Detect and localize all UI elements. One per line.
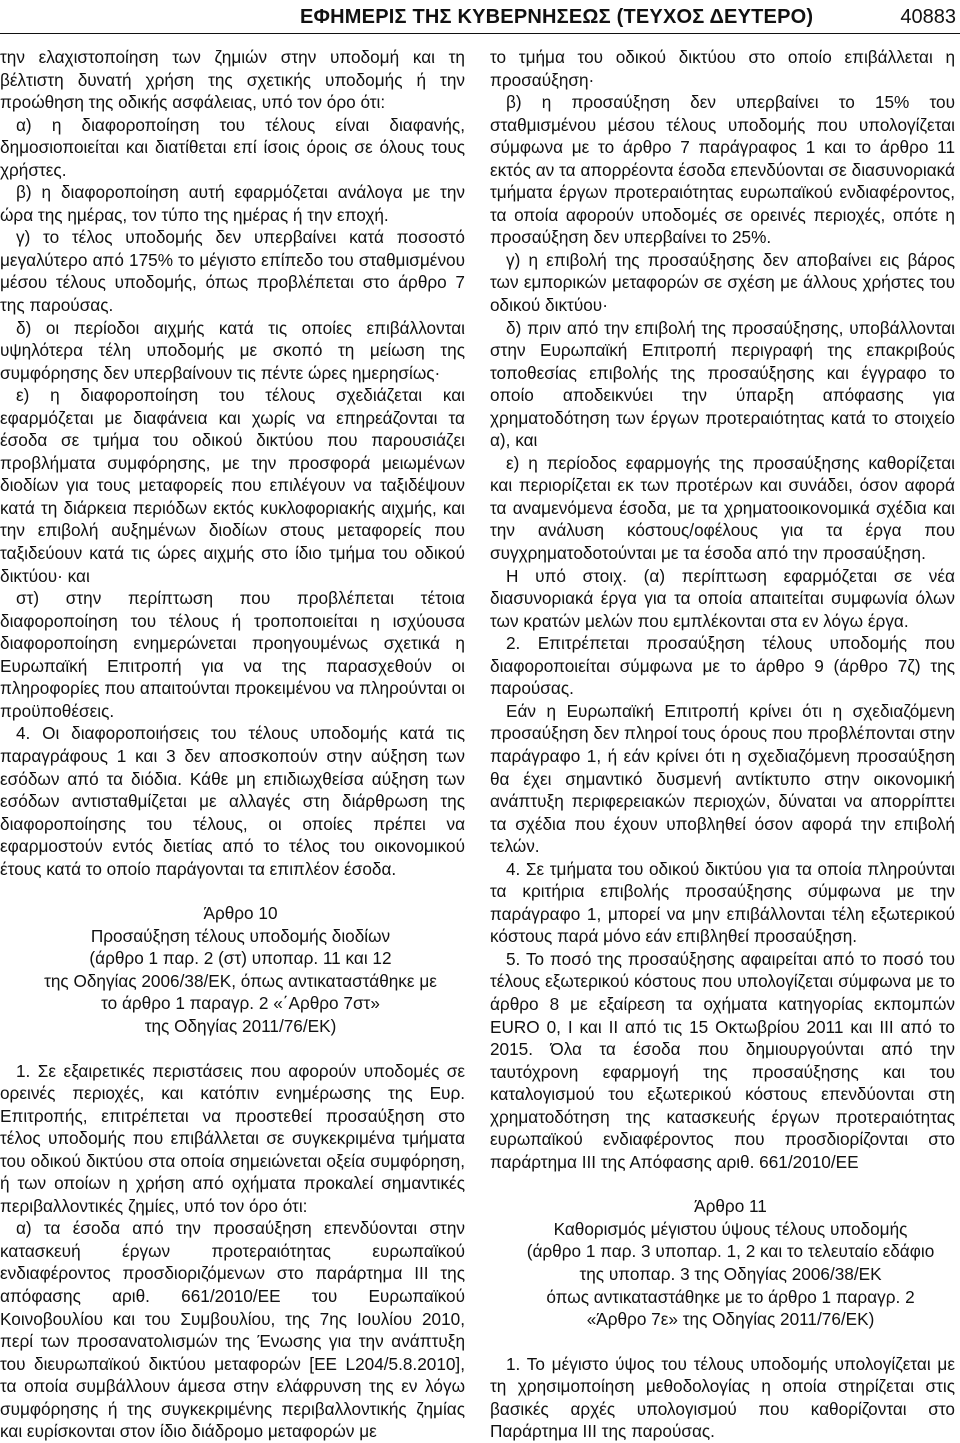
article-title: το άρθρο 1 παραγρ. 2 «΄Αρθρο 7στ» <box>101 993 380 1014</box>
paragraph: Η υπό στοιχ. (α) περίπτωση εφαρμόζεται σε νέα διασυνοριακά έργα για τα οποία απαιτείται συμφωνία όλων των κρατών μελών που εμπλέκονται στα εν λόγω έργα. <box>490 565 955 631</box>
page-number: 40883 <box>900 6 956 28</box>
article-title: «Άρθρο 7ε» της Οδηγίας 2011/76/ΕΚ) <box>586 1309 875 1330</box>
article-title: της Οδηγίας 2006/38/ΕΚ, όπως αντικαταστάθηκε με <box>44 970 437 991</box>
article-title: (άρθρο 1 παρ. 2 (στ) υποπαρ. 11 και 12 <box>89 948 392 969</box>
spacer <box>0 1038 465 1060</box>
paragraph: ε) η διαφοροποίηση του τέλους σχεδιάζεται και εφαρμόζεται με διαφάνεια και χωρίς να επηρεάζονται τα έσοδα σε τμήμα του οδικού δικτύου που παρουσιάζει προβλήματα συμφόρησης, με την προσφορά μειωμένων διοδίων για τους μεταφορείς που επιλέγουν να ταξιδέψουν κατά τη διάρκεια περιόδων εκτός κυκλοφοριακής αιχμής, και την επιβολή αυξημένων διοδίων στους μεταφορείς που ταξιδεύουν κατά τις ώρες αιχμής στο ίδιο τμήμα του οδικού δικτύου· και <box>0 385 465 586</box>
spacer <box>490 1173 955 1195</box>
paragraph: δ) οι περίοδοι αιχμής κατά τις οποίες επιβάλλονται υψηλότερα τέλη υποδομής με σκοπό τη μείωση της συμφόρησης δεν υπερβαίνουν τις πέντε ώρες ημερησίως· <box>0 317 465 383</box>
paragraph: 2. Επιτρέπεται προσαύξηση τέλους υποδομής που διαφοροποιείται σύμφωνα με το άρθρο 9 (άρθρο 7ζ) της παρούσας. <box>490 633 955 699</box>
article-title: Προσαύξηση τέλους υποδομής διοδίων <box>90 925 391 946</box>
article-title: (άρθρο 1 παρ. 3 υποπαρ. 1, 2 και το τελευταίο εδάφιο <box>526 1241 935 1262</box>
paragraph: 4. Σε τμήματα του οδικού δικτύου για τα οποία πληρούνται τα κριτήρια επιβολής προσαύξησης σύμφωνα με την παράγραφο 1, μπορεί να μην επιβάλλονται τέλη εξωτερικού κόστους παρά μόνο εάν επιβληθεί προσαύξηση. <box>490 858 955 947</box>
paragraph: την ελαχιστοποίηση των ζημιών στην υποδομή και τη βέλτιστη δυνατή χρήση της σχετικής υποδομής ή την προώθηση της οδικής ασφάλειας, υπό τον όρο ότι: <box>0 47 465 113</box>
paragraph: στ) στην περίπτωση που προβλέπεται τέτοια διαφοροποίηση του τέλους ή τροποποιείται η ισχύουσα διαφοροποίηση ενημερώνεται προηγουμένως σχετικά η Ευρωπαϊκή Επιτροπή για να της παρασχεθούν οι πληροφορίες που απαιτούνται προκειμένου να πληρούνται οι προϋποθέσεις. <box>0 588 465 721</box>
spacer <box>490 1331 955 1353</box>
right-column <box>490 46 955 1443</box>
article-title: Καθορισμός μέγιστου ύψους τέλους υποδομής <box>553 1218 908 1239</box>
paragraph: 4. Οι διαφοροποιήσεις του τέλους υποδομής κατά τις παραγράφους 1 και 3 δεν αποσκοπούν στην αύξηση των εσόδων από τα διόδια. Κάθε μη επιδιωχθείσα αύξηση των εσόδων αντισταθμίζεται με αλλαγές στη διάρθρωση της διαφοροποίησης του τέλους, οι οποίες πρέπει να εφαρμοστούν εντός διετίας από το τέλος του οικονομικού έτους κατά το οποίο παράγονται τα επιπλέον έσοδα. <box>0 723 465 879</box>
article-heading: Άρθρο 10 <box>203 903 278 924</box>
paragraph: Εάν η Ευρωπαϊκή Επιτροπή κρίνει ότι η σχεδιαζόμενη προσαύξηση δεν πληροί τους όρους που προβλέπονται στην παράγραφο 1, ή εάν κρίνει ότι η σχεδιαζόμενη προσαύξηση θα έχει σημαντικό δυσμενή αντίκτυπο στην οικονομική ανάπτυξη περιφερειακών περιοχών, δύναται να απορρίπτει τα σχέδια που έχουν υποβληθεί όσον αφορά την επιβολή τελών. <box>490 700 955 857</box>
paragraph: α) τα έσοδα από την προσαύξηση επενδύονται στην κατασκευή έργων προτεραιότητας ευρωπαϊκού ενδιαφέροντος προσδιοριζόμενων στο παράρτημα III της απόφασης αριθ. 661/2010/ΕΕ του Ευρωπαϊκού Κοινοβουλίου και του Συμβουλίου, της 7ης Ιουλίου 2010, περί των προσανατολισμών της Ένωσης για την ανάπτυξη του διευρωπαϊκού δικτύου μεταφορών [ΕΕ L204/5.8.2010], τα οποία συμβάλλουν άμεσα στην ελάφρυνση της εν λόγω συμφόρησης ή της συγκεκριμένης περιβαλλοντικής ζημίας και ευρίσκονται στον ίδιο διάδρομο μεταφορών με <box>0 1218 465 1442</box>
paragraph: το τμήμα του οδικού δικτύου στο οποίο επιβάλλεται η προσαύξηση· <box>490 47 955 90</box>
article-title: της υποπαρ. 3 της Οδηγίας 2006/38/ΕΚ <box>579 1263 882 1284</box>
paragraph: γ) το τέλος υποδομής δεν υπερβαίνει κατά ποσοστό μεγαλύτερο από 175% το μέγιστο επίπεδο του σταθμισμένου μέσου τέλους υποδομής, όπως προβλέπεται στο άρθρο 7 της παρούσας. <box>0 227 465 316</box>
gazette-title: ΕΦΗΜΕΡΙΣ ΤΗΣ ΚΥΒΕΡΝΗΣΕΩΣ (ΤΕΥΧΟΣ ΔΕΥΤΕΡΟ) <box>300 6 814 28</box>
paragraph: β) η διαφοροποίηση αυτή εφαρμόζεται ανάλογα με την ώρα της ημέρας, τον τύπο της ημέρας ή την εποχή. <box>0 182 465 225</box>
article-title: όπως αντικαταστάθηκε με το άρθρο 1 παραγρ. 2 <box>546 1286 915 1307</box>
left-column <box>0 46 465 1443</box>
paragraph: β) η προσαύξηση δεν υπερβαίνει το 15% του σταθμισμένου μέσου τέλους υποδομής που υπολογίζεται σύμφωνα με το άρθρο 7 παράγραφος 1 και το άρθρο 11 εκτός αν τα απορρέοντα έσοδα επενδύονται σε διασυνοριακά τμήματα έργων προτεραιότητας ευρωπαϊκού ενδιαφέροντος, τα οποία αφορούν υποδομές σε ορεινές περιοχές, οπότε η προσαύξηση δεν υπερβαίνει το 25%. <box>490 92 955 248</box>
paragraph: 5. Το ποσό της προσαύξησης αφαιρείται από το ποσό του τέλους εξωτερικού κόστους που υπολογίζεται σύμφωνα με το άρθρο 8 με εξαίρεση τα οχήματα κατηγορίας εκπομπών EURO 0, I και II από τις 15 Οκτωβρίου 2011 και III από το 2015. Όλα τα έσοδα που δημιουργούνται από την ταυτόχρονη εφαρμογή της προσαύξησης και του καταλογισμού του εξωτερικού κόστους επενδύονται στη χρηματοδότηση της κατασκευής έργων προτεραιότητας ευρωπαϊκού ενδιαφέροντος που προσδιορίζονται στο παράρτημα III της Απόφασης αριθ. 661/2010/ΕΕ <box>490 948 955 1172</box>
page-header <box>0 0 960 34</box>
paragraph: 1. Σε εξαιρετικές περιστάσεις που αφορούν υποδομές σε ορεινές περιοχές, και κατόπιν ενημέρωσης της Ευρ. Επιτροπής, επιτρέπεται να προστεθεί προσαύξηση στο τέλος υποδομής που επιβάλλεται σε συγκεκριμένα τμήματα του οδικού δικτύου στα οποία σημειώνεται οξεία συμφόρηση, ή των οποίων η χρήση από οχήματα προκαλεί σημαντικές περιβαλλοντικές ζημίες, υπό τον όρο ότι: <box>0 1060 465 1216</box>
paragraph: α) η διαφοροποίηση του τέλους είναι διαφανής, δημοσιοποιείται και διατίθεται επί ίσοις όροις σε όλους τους χρήστες. <box>0 114 465 180</box>
article-title: της Οδηγίας 2011/76/ΕΚ) <box>144 1015 337 1036</box>
paragraph: δ) πριν από την επιβολή της προσαύξησης, υποβάλλονται στην Ευρωπαϊκή Επιτροπή περιγραφή της επακριβούς τοποθεσίας επιβολής της προσαύξησης και έγγραφο το οποίο αποδεικνύει την ύπαρξη απόφασης για χρηματοδότηση των έργων προτεραιότητας κατά το στοιχείο α), και <box>490 317 955 451</box>
spacer <box>0 880 465 902</box>
paragraph: ε) η περίοδος εφαρμογής της προσαύξησης καθορίζεται και περιορίζεται εκ των προτέρων και συνάδει, όσον αφορά τα αναμενόμενα έσοδα, με τα χρηματοοικονομικά σχέδια και την ανάλυση κόστους/οφέλους για τα έργα που συγχρηματοδοτούνται με τα έσοδα από την προσαύξηση. <box>490 452 955 564</box>
article-heading: Άρθρο 11 <box>694 1196 767 1217</box>
paragraph: 1. Το μέγιστο ύψος του τέλους υποδομής υπολογίζεται με τη χρησιμοποίηση μεθοδολογίας η οποία στηρίζεται στις βασικές αρχές υπολογισμού που καθορίζονται στο Παράρτημα III της παρούσας. <box>490 1353 955 1442</box>
paragraph: γ) η επιβολή της προσαύξησης δεν αποβαίνει εις βάρος των εμπορικών μεταφορών σε σχέση με άλλους χρήστες του οδικού δικτύου· <box>490 249 955 316</box>
